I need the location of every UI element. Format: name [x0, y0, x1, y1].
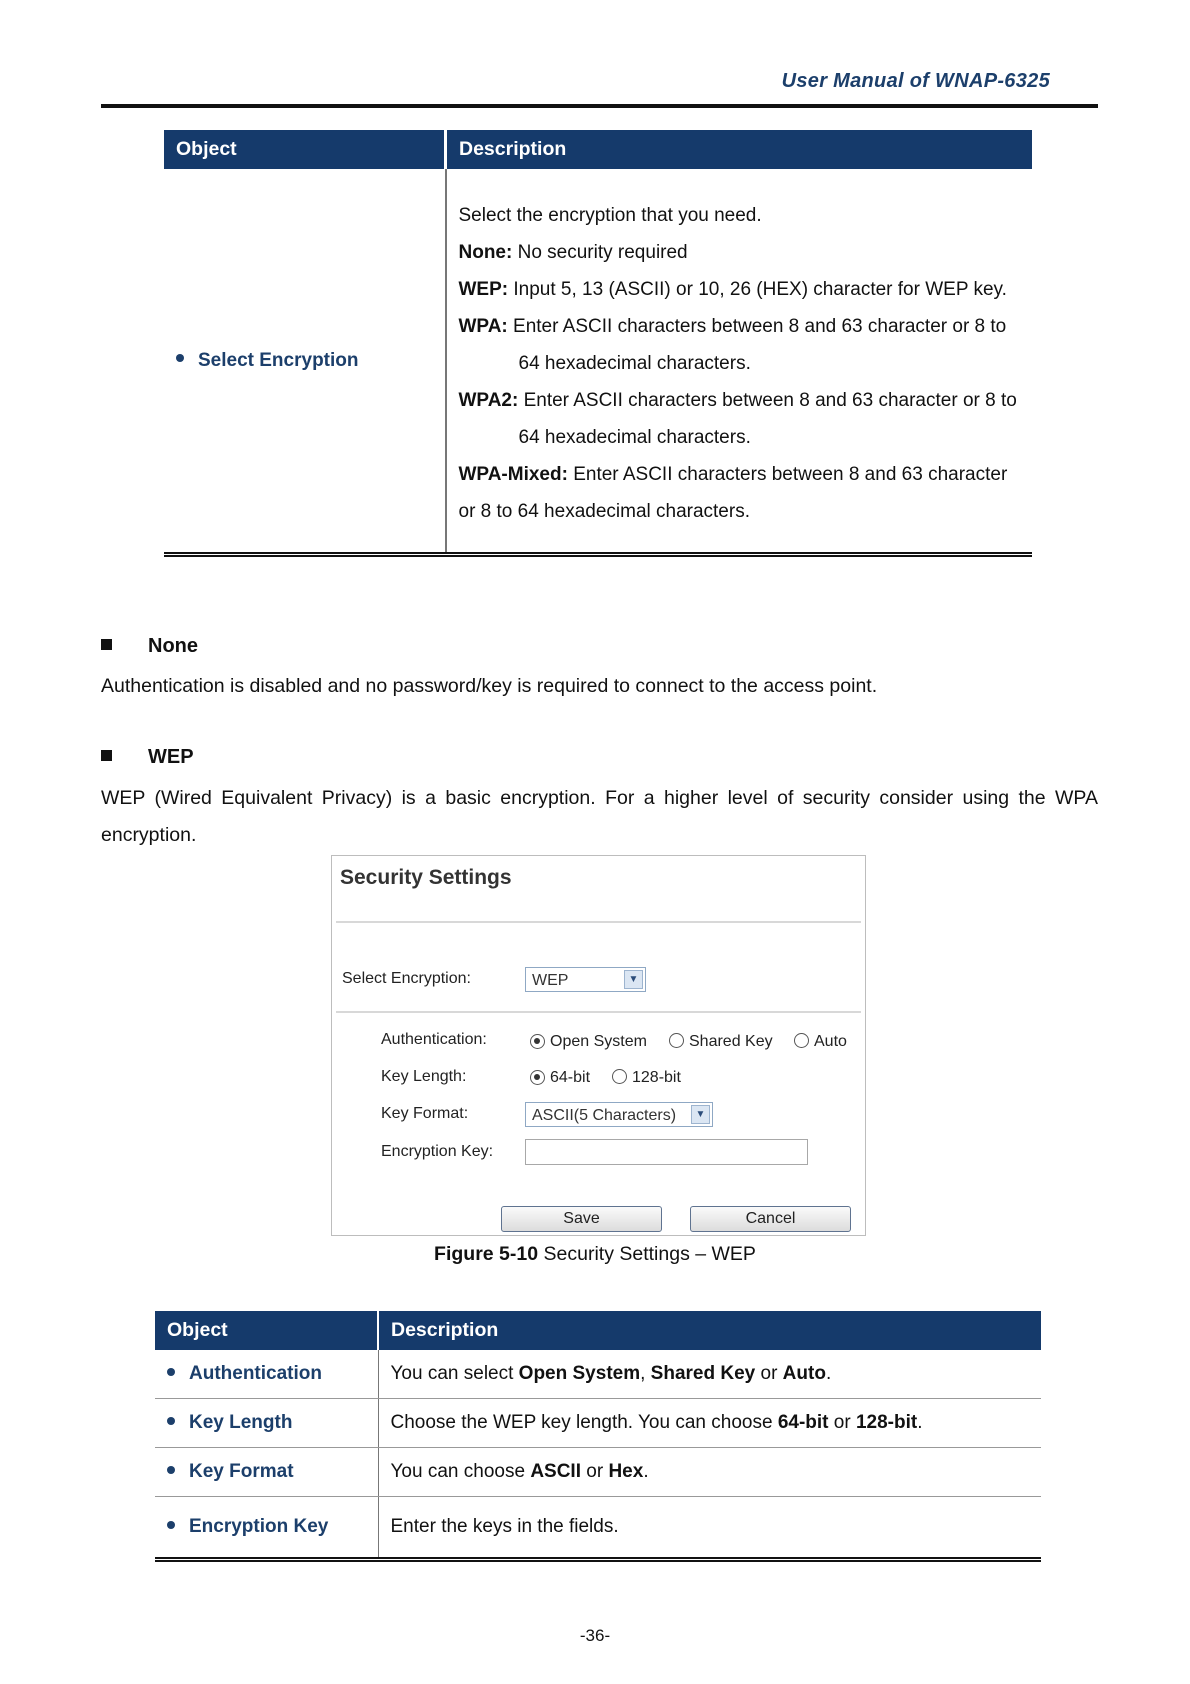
bullet-icon: [167, 1368, 175, 1376]
table1-header-description: Description: [446, 130, 1033, 169]
divider: [336, 1011, 861, 1013]
auth-shared-key-label[interactable]: Shared Key: [689, 1033, 773, 1050]
key-format-dropdown[interactable]: ASCII(5 Characters) ▼: [525, 1102, 713, 1127]
object-encryption-key: Encryption Key: [189, 1516, 329, 1537]
encryption-none-item: None: No security required: [458, 242, 688, 263]
auth-open-system-label[interactable]: Open System: [550, 1033, 647, 1050]
object-key-length: Key Length: [189, 1412, 293, 1433]
bullet-icon: [176, 354, 184, 362]
authentication-label: Authentication:: [381, 1031, 487, 1048]
header-title: User Manual of WNAP-6325: [781, 70, 1050, 92]
description-intro: Select the encryption that you need.: [458, 205, 762, 226]
key-length-128-label[interactable]: 128-bit: [632, 1069, 681, 1086]
description-key-length: Choose the WEP key length. You can choose 64-bit or 128-bit.: [378, 1399, 1041, 1448]
table2-header-description: Description: [378, 1311, 1041, 1350]
select-encryption-table: [164, 130, 1032, 557]
encryption-wpa-mixed-item: WPA-Mixed: Enter ASCII characters between 8 and 63 character or 8 to 64 hexadecimal characters.: [458, 464, 1008, 522]
select-encryption-label: Select Encryption:: [342, 970, 471, 987]
square-bullet-icon: [101, 639, 112, 650]
wep-options-table: [155, 1311, 1041, 1562]
description-key-format: You can choose ASCII or Hex.: [378, 1448, 1041, 1497]
header-rule: [101, 104, 1098, 108]
key-length-64-radio[interactable]: [530, 1070, 545, 1085]
auth-open-system-radio[interactable]: [530, 1034, 545, 1049]
section-none-heading: None: [101, 635, 198, 658]
chevron-down-icon[interactable]: ▼: [624, 970, 643, 989]
table-row: [155, 1399, 1041, 1448]
encryption-wpa-item: WPA: Enter ASCII characters between 8 and 63 character or 8 to 64 hexadecimal characters.: [458, 316, 1007, 374]
page-number: -36-: [579, 1626, 611, 1645]
section-none-body: Authentication is disabled and no password/key is required to connect to the access point.: [101, 675, 878, 697]
key-format-label: Key Format:: [381, 1105, 469, 1122]
bullet-icon: [167, 1466, 175, 1474]
table1-header-object: Object: [164, 130, 446, 169]
description-encryption-key: Enter the keys in the fields.: [378, 1497, 1041, 1560]
save-button[interactable]: Save: [501, 1206, 662, 1232]
key-length-64-label[interactable]: 64-bit: [550, 1069, 591, 1086]
figure-caption: Figure 5-10 Security Settings – WEP: [434, 1243, 756, 1265]
chevron-down-icon[interactable]: ▼: [691, 1105, 710, 1124]
cancel-button[interactable]: Cancel: [690, 1206, 851, 1232]
encryption-wep-item: WEP: Input 5, 13 (ASCII) or 10, 26 (HEX) character for WEP key.: [458, 279, 1007, 300]
table-row: [155, 1497, 1041, 1560]
key-length-label: Key Length:: [381, 1068, 467, 1085]
bullet-icon: [167, 1417, 175, 1425]
square-bullet-icon: [101, 750, 112, 761]
encryption-key-input[interactable]: [525, 1139, 808, 1165]
table1-object-cell: [164, 169, 446, 555]
object-authentication: Authentication: [189, 1363, 322, 1384]
auth-auto-radio[interactable]: [794, 1033, 809, 1048]
security-settings-title: Security Settings: [340, 866, 512, 889]
auth-shared-key-radio[interactable]: [669, 1033, 684, 1048]
table-row: [155, 1350, 1041, 1399]
description-authentication: You can select Open System, Shared Key or Auto.: [378, 1350, 1041, 1399]
auth-auto-label[interactable]: Auto: [814, 1033, 847, 1050]
security-settings-screenshot: [331, 855, 866, 1236]
section-wep-body: WEP (Wired Equivalent Privacy) is a basic encryption. For a higher level of security consider using the WPA encryption.: [101, 787, 1098, 846]
key-length-128-radio[interactable]: [612, 1069, 627, 1084]
encryption-wpa2-item: WPA2: Enter ASCII characters between 8 and 63 character or 8 to 64 hexadecimal characters.: [458, 390, 1017, 448]
table1-description-cell: [446, 169, 1033, 555]
table2-header-object: Object: [155, 1311, 378, 1350]
section-wep-heading: WEP: [101, 746, 194, 769]
object-key-format: Key Format: [189, 1461, 294, 1482]
bullet-icon: [167, 1521, 175, 1529]
encryption-key-label: Encryption Key:: [381, 1143, 494, 1160]
select-encryption-dropdown[interactable]: WEP ▼: [525, 967, 646, 992]
object-select-encryption: Select Encryption: [198, 349, 359, 371]
divider: [336, 921, 861, 923]
table-row: [155, 1448, 1041, 1497]
